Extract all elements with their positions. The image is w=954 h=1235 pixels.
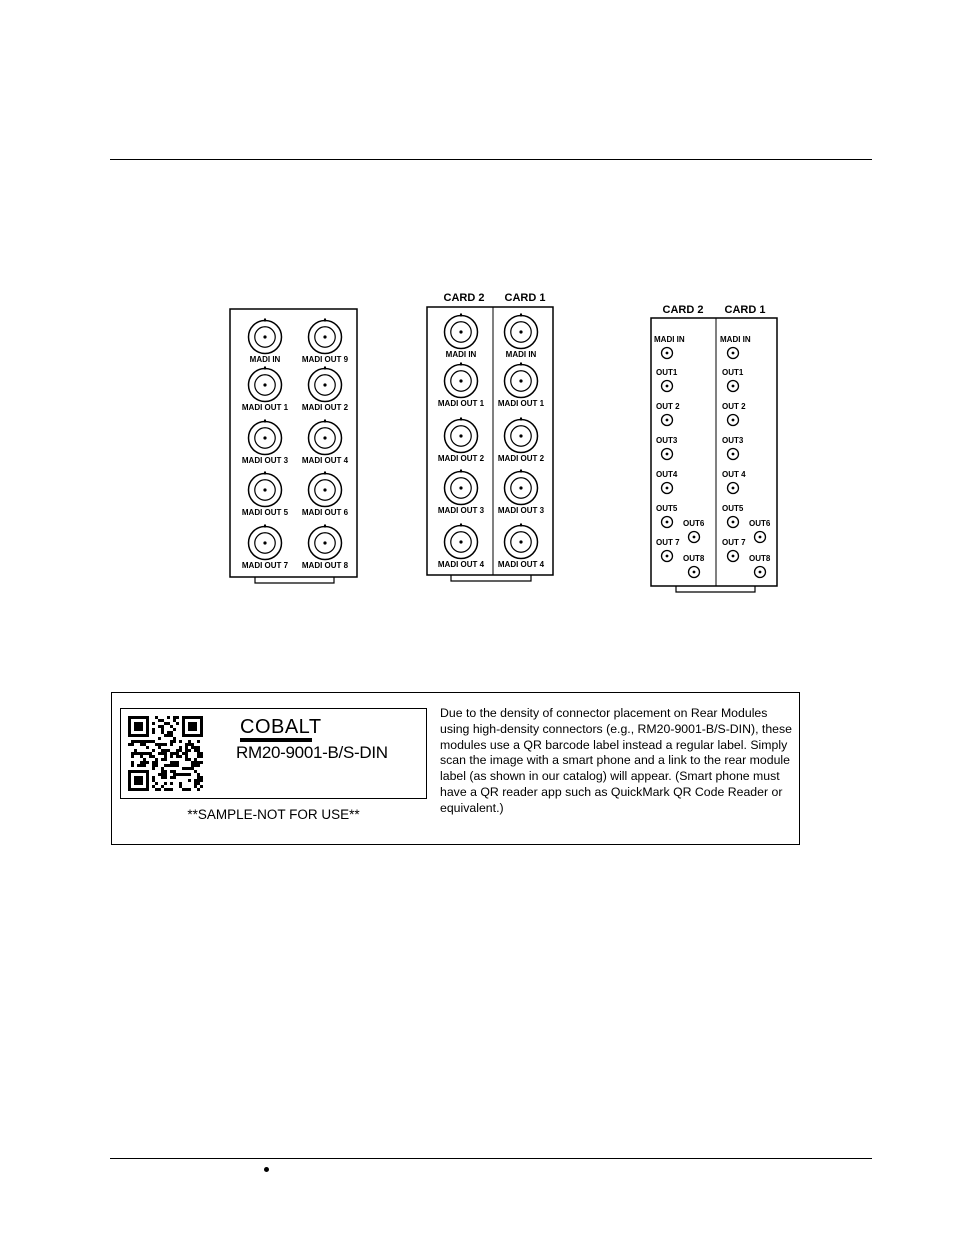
connector-label: OUT5 xyxy=(656,504,678,513)
connector-label: OUT3 xyxy=(656,436,678,445)
sample-notice: **SAMPLE-NOT FOR USE** xyxy=(187,807,360,822)
rear-module-dual-card-bnc-diagram xyxy=(420,288,560,586)
din-connector-icon xyxy=(662,449,673,460)
connector-label: OUT5 xyxy=(722,504,744,513)
rear-module-10-bnc-diagram xyxy=(228,306,360,588)
cobalt-logo-underline xyxy=(240,738,312,742)
connector-label: OUT1 xyxy=(722,368,744,377)
connector-label: MADI OUT 4 xyxy=(437,560,485,569)
card1-header: CARD 1 xyxy=(504,292,546,304)
din-connector-icon xyxy=(689,567,700,578)
model-number: RM20-9001-B/S-DIN xyxy=(236,743,388,762)
connector-label: MADI OUT 4 xyxy=(301,456,349,465)
connector-label: MADI IN xyxy=(720,335,751,344)
connector-label: MADI OUT 5 xyxy=(241,508,289,517)
connector-label: OUT 7 xyxy=(656,538,680,547)
din-connector-icon xyxy=(728,415,739,426)
connector-label: OUT 2 xyxy=(656,402,680,411)
din-connector-icon xyxy=(728,551,739,562)
connector-label: OUT 4 xyxy=(722,470,746,479)
rear-module-dual-card-din-diagram xyxy=(645,300,780,598)
connector-label: OUT6 xyxy=(683,519,705,528)
connector-label: OUT8 xyxy=(749,554,771,563)
connector-label: OUT1 xyxy=(656,368,678,377)
footer-rule xyxy=(110,1158,872,1159)
qr-label-description: Due to the density of connector placement on Rear Modules using high-density connectors (e.g., RM20-9001-B/S-DIN), these modules use a QR barcode label instead a regular label. Simply scan the image with a smart phone and a link to the rear module label (as shown in our catalog) will appear. (Smart phone must have a QR reader app such as QuickMark QR Code Reader or equivalent.) xyxy=(440,706,792,815)
connector-label: MADI OUT 1 xyxy=(497,399,545,408)
connector-label: MADI OUT 8 xyxy=(301,561,349,570)
connector-label: MADI OUT 3 xyxy=(437,506,485,515)
qr-code-image xyxy=(128,716,205,793)
din-connector-icon xyxy=(662,348,673,359)
din-connector-icon xyxy=(728,381,739,392)
connector-label: MADI IN xyxy=(445,350,477,359)
footer-bullet xyxy=(264,1167,269,1172)
header-rule xyxy=(110,159,872,160)
connector-label: MADI OUT 2 xyxy=(437,454,485,463)
din-connector-icon xyxy=(662,483,673,494)
connector-label: OUT 7 xyxy=(722,538,746,547)
din-connector-icon xyxy=(662,517,673,528)
connector-label: MADI OUT 1 xyxy=(241,403,289,412)
connector-label: MADI OUT 2 xyxy=(497,454,545,463)
connector-label: MADI IN xyxy=(654,335,685,344)
connector-label: OUT8 xyxy=(683,554,705,563)
connector-label: MADI OUT 9 xyxy=(301,355,349,364)
cobalt-logo: COBALT xyxy=(240,716,322,738)
din-connector-icon xyxy=(728,483,739,494)
card2-header: CARD 2 xyxy=(662,304,704,316)
din-connector-icon xyxy=(662,551,673,562)
connector-label: MADI OUT 7 xyxy=(241,561,289,570)
connector-label: MADI OUT 2 xyxy=(301,403,349,412)
connector-label: MADI OUT 6 xyxy=(301,508,349,517)
connector-label: MADI IN xyxy=(505,350,537,359)
din-connector-icon xyxy=(728,449,739,460)
connector-label: MADI OUT 3 xyxy=(497,506,545,515)
connector-label: MADI IN xyxy=(249,355,281,364)
din-connector-icon xyxy=(662,415,673,426)
din-connector-icon xyxy=(755,567,766,578)
connector-label: OUT 2 xyxy=(722,402,746,411)
din-connector-icon xyxy=(728,348,739,359)
connector-label: MADI OUT 1 xyxy=(437,399,485,408)
connector-label: MADI OUT 4 xyxy=(497,560,545,569)
din-connector-icon xyxy=(689,532,700,543)
din-connector-icon xyxy=(662,381,673,392)
din-connector-icon xyxy=(755,532,766,543)
connector-label: MADI OUT 3 xyxy=(241,456,289,465)
card2-header: CARD 2 xyxy=(443,292,485,304)
card1-header: CARD 1 xyxy=(724,304,766,316)
din-connector-icon xyxy=(728,517,739,528)
connector-label: OUT4 xyxy=(656,470,678,479)
connector-label: OUT6 xyxy=(749,519,771,528)
connector-label: OUT3 xyxy=(722,436,744,445)
